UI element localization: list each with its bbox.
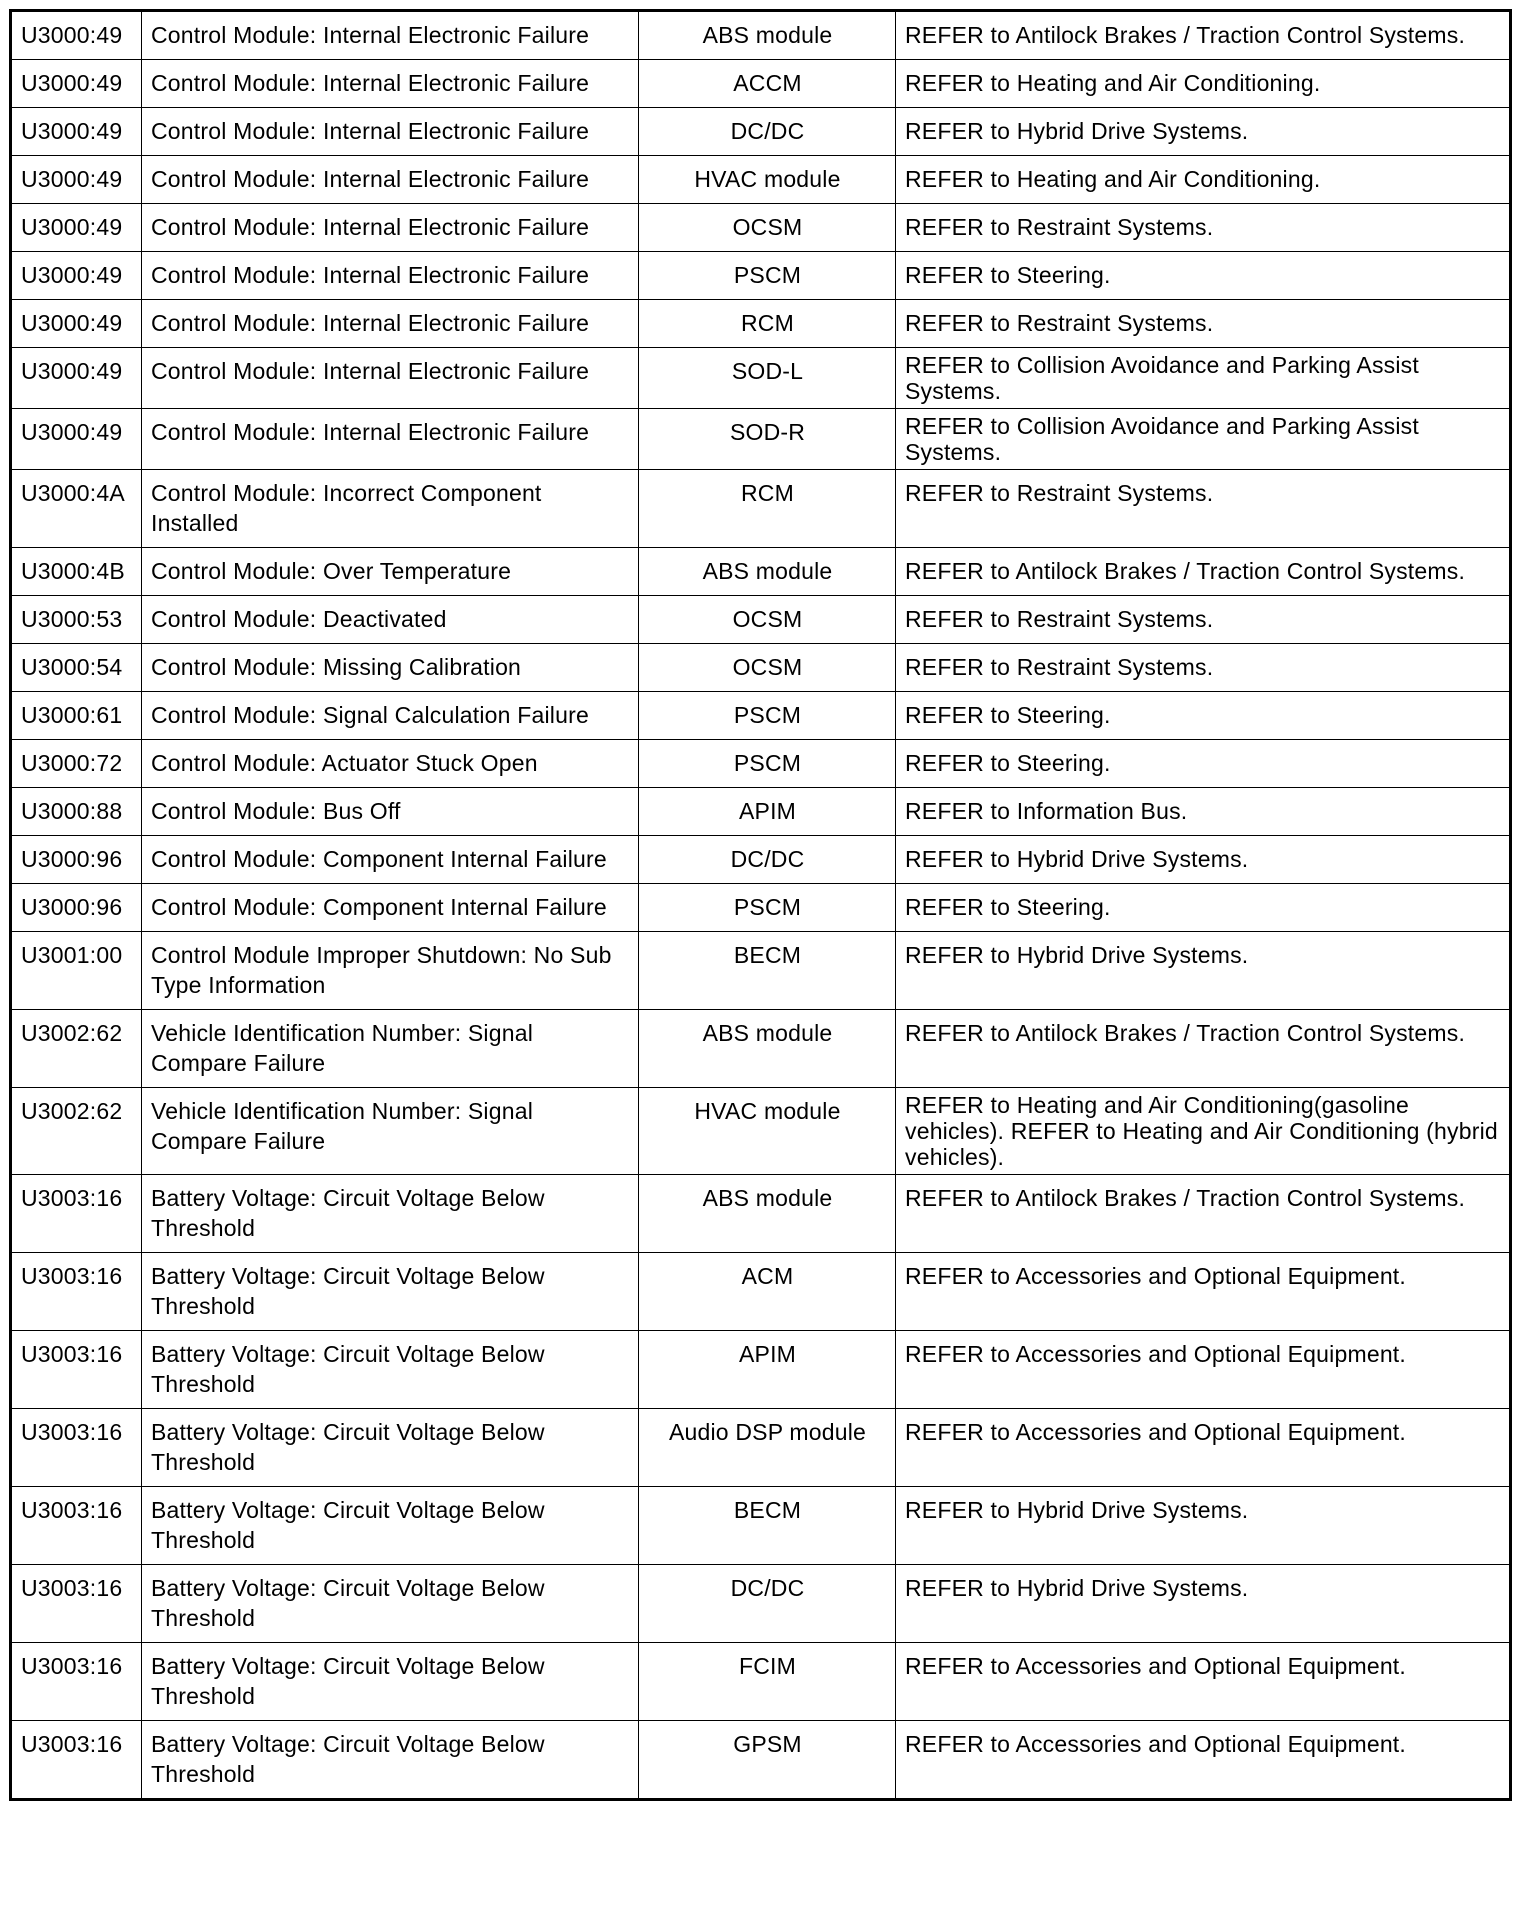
action-cell: REFER to Heating and Air Conditioning(gasoline vehicles). REFER to Heating and Air Conditioning (hybrid vehicles). — [896, 1088, 1511, 1175]
action-cell: REFER to Accessories and Optional Equipment. — [896, 1721, 1511, 1800]
description-cell: Vehicle Identification Number: Signal Compare Failure — [142, 1088, 639, 1175]
description-cell: Control Module: Missing Calibration — [142, 644, 639, 692]
module-cell: PSCM — [639, 740, 896, 788]
action-cell: REFER to Hybrid Drive Systems. — [896, 108, 1511, 156]
dtc-code-cell: U3003:16 — [11, 1331, 142, 1409]
action-cell: REFER to Steering. — [896, 740, 1511, 788]
module-cell: DC/DC — [639, 836, 896, 884]
dtc-code-cell: U3003:16 — [11, 1487, 142, 1565]
table-row — [11, 596, 1511, 644]
table-row — [11, 409, 1511, 470]
table-row — [11, 11, 1511, 60]
action-cell: REFER to Antilock Brakes / Traction Control Systems. — [896, 1175, 1511, 1253]
table-row — [11, 1253, 1511, 1331]
table-row — [11, 1565, 1511, 1643]
dtc-code-cell: U3000:61 — [11, 692, 142, 740]
action-cell: REFER to Restraint Systems. — [896, 300, 1511, 348]
dtc-code-cell: U3000:49 — [11, 204, 142, 252]
module-cell: HVAC module — [639, 1088, 896, 1175]
dtc-code-cell: U3000:96 — [11, 884, 142, 932]
table-row — [11, 932, 1511, 1010]
description-cell: Control Module: Over Temperature — [142, 548, 639, 596]
module-cell: OCSM — [639, 204, 896, 252]
description-cell: Control Module: Internal Electronic Failure — [142, 11, 639, 60]
action-cell: REFER to Antilock Brakes / Traction Control Systems. — [896, 1010, 1511, 1088]
dtc-code-cell: U3000:53 — [11, 596, 142, 644]
module-cell: PSCM — [639, 692, 896, 740]
module-cell: FCIM — [639, 1643, 896, 1721]
table-row — [11, 156, 1511, 204]
dtc-code-cell: U3003:16 — [11, 1565, 142, 1643]
dtc-code-cell: U3002:62 — [11, 1010, 142, 1088]
table-row — [11, 204, 1511, 252]
dtc-code-cell: U3000:96 — [11, 836, 142, 884]
action-cell: REFER to Accessories and Optional Equipment. — [896, 1253, 1511, 1331]
module-cell: DC/DC — [639, 1565, 896, 1643]
action-cell: REFER to Steering. — [896, 884, 1511, 932]
module-cell: PSCM — [639, 884, 896, 932]
table-row — [11, 252, 1511, 300]
table-row — [11, 788, 1511, 836]
module-cell: DC/DC — [639, 108, 896, 156]
table-row — [11, 60, 1511, 108]
module-cell: APIM — [639, 788, 896, 836]
description-cell: Control Module: Internal Electronic Failure — [142, 348, 639, 409]
action-cell: REFER to Accessories and Optional Equipment. — [896, 1331, 1511, 1409]
dtc-code-cell: U3000:49 — [11, 348, 142, 409]
module-cell: ABS module — [639, 1010, 896, 1088]
action-cell: REFER to Hybrid Drive Systems. — [896, 932, 1511, 1010]
module-cell: ACCM — [639, 60, 896, 108]
table-row — [11, 1721, 1511, 1800]
description-cell: Control Module: Internal Electronic Failure — [142, 108, 639, 156]
action-cell: REFER to Heating and Air Conditioning. — [896, 156, 1511, 204]
action-cell: REFER to Steering. — [896, 252, 1511, 300]
module-cell: SOD-L — [639, 348, 896, 409]
table-row — [11, 470, 1511, 548]
action-cell: REFER to Heating and Air Conditioning. — [896, 60, 1511, 108]
table-row — [11, 1409, 1511, 1487]
dtc-code-cell: U3000:4B — [11, 548, 142, 596]
description-cell: Control Module: Signal Calculation Failure — [142, 692, 639, 740]
module-cell: RCM — [639, 300, 896, 348]
table-row — [11, 740, 1511, 788]
action-cell: REFER to Hybrid Drive Systems. — [896, 1487, 1511, 1565]
action-cell: REFER to Accessories and Optional Equipment. — [896, 1409, 1511, 1487]
module-cell: RCM — [639, 470, 896, 548]
dtc-table-body — [11, 11, 1511, 1800]
description-cell: Control Module Improper Shutdown: No Sub Type Information — [142, 932, 639, 1010]
dtc-code-cell: U3000:49 — [11, 409, 142, 470]
dtc-code-cell: U3002:62 — [11, 1088, 142, 1175]
table-row — [11, 1643, 1511, 1721]
table-row — [11, 836, 1511, 884]
table-row — [11, 1331, 1511, 1409]
table-row — [11, 1010, 1511, 1088]
description-cell: Control Module: Internal Electronic Failure — [142, 204, 639, 252]
dtc-code-cell: U3000:88 — [11, 788, 142, 836]
description-cell: Battery Voltage: Circuit Voltage Below Threshold — [142, 1175, 639, 1253]
description-cell: Battery Voltage: Circuit Voltage Below Threshold — [142, 1565, 639, 1643]
dtc-code-cell: U3003:16 — [11, 1175, 142, 1253]
dtc-table — [9, 9, 1512, 1801]
description-cell: Battery Voltage: Circuit Voltage Below Threshold — [142, 1409, 639, 1487]
module-cell: ABS module — [639, 548, 896, 596]
module-cell: ABS module — [639, 1175, 896, 1253]
description-cell: Battery Voltage: Circuit Voltage Below Threshold — [142, 1643, 639, 1721]
dtc-code-cell: U3000:49 — [11, 60, 142, 108]
description-cell: Control Module: Internal Electronic Failure — [142, 60, 639, 108]
dtc-code-cell: U3003:16 — [11, 1721, 142, 1800]
action-cell: REFER to Collision Avoidance and Parking Assist Systems. — [896, 348, 1511, 409]
action-cell: REFER to Restraint Systems. — [896, 470, 1511, 548]
description-cell: Control Module: Component Internal Failure — [142, 884, 639, 932]
action-cell: REFER to Antilock Brakes / Traction Control Systems. — [896, 11, 1511, 60]
action-cell: REFER to Restraint Systems. — [896, 596, 1511, 644]
table-row — [11, 548, 1511, 596]
description-cell: Battery Voltage: Circuit Voltage Below Threshold — [142, 1253, 639, 1331]
action-cell: REFER to Restraint Systems. — [896, 644, 1511, 692]
description-cell: Control Module: Deactivated — [142, 596, 639, 644]
dtc-code-cell: U3000:49 — [11, 156, 142, 204]
module-cell: Audio DSP module — [639, 1409, 896, 1487]
action-cell: REFER to Collision Avoidance and Parking Assist Systems. — [896, 409, 1511, 470]
description-cell: Battery Voltage: Circuit Voltage Below Threshold — [142, 1487, 639, 1565]
module-cell: BECM — [639, 932, 896, 1010]
table-row — [11, 692, 1511, 740]
action-cell: REFER to Hybrid Drive Systems. — [896, 836, 1511, 884]
table-row — [11, 300, 1511, 348]
description-cell: Control Module: Component Internal Failure — [142, 836, 639, 884]
dtc-code-cell: U3003:16 — [11, 1253, 142, 1331]
dtc-code-cell: U3000:49 — [11, 300, 142, 348]
table-row — [11, 1487, 1511, 1565]
module-cell: OCSM — [639, 596, 896, 644]
dtc-code-cell: U3000:49 — [11, 108, 142, 156]
action-cell: REFER to Steering. — [896, 692, 1511, 740]
description-cell: Battery Voltage: Circuit Voltage Below Threshold — [142, 1721, 639, 1800]
description-cell: Control Module: Internal Electronic Failure — [142, 156, 639, 204]
table-row — [11, 108, 1511, 156]
module-cell: ABS module — [639, 11, 896, 60]
table-row — [11, 348, 1511, 409]
description-cell: Control Module: Internal Electronic Failure — [142, 409, 639, 470]
description-cell: Control Module: Internal Electronic Failure — [142, 300, 639, 348]
table-row — [11, 1175, 1511, 1253]
action-cell: REFER to Hybrid Drive Systems. — [896, 1565, 1511, 1643]
description-cell: Control Module: Internal Electronic Failure — [142, 252, 639, 300]
dtc-code-cell: U3001:00 — [11, 932, 142, 1010]
module-cell: APIM — [639, 1331, 896, 1409]
module-cell: BECM — [639, 1487, 896, 1565]
action-cell: REFER to Restraint Systems. — [896, 204, 1511, 252]
module-cell: SOD-R — [639, 409, 896, 470]
dtc-code-cell: U3000:4A — [11, 470, 142, 548]
dtc-code-cell: U3003:16 — [11, 1643, 142, 1721]
description-cell: Battery Voltage: Circuit Voltage Below Threshold — [142, 1331, 639, 1409]
table-row — [11, 884, 1511, 932]
table-row — [11, 644, 1511, 692]
description-cell: Control Module: Incorrect Component Installed — [142, 470, 639, 548]
module-cell: HVAC module — [639, 156, 896, 204]
dtc-code-cell: U3003:16 — [11, 1409, 142, 1487]
description-cell: Vehicle Identification Number: Signal Compare Failure — [142, 1010, 639, 1088]
module-cell: OCSM — [639, 644, 896, 692]
dtc-code-cell: U3000:72 — [11, 740, 142, 788]
dtc-code-cell: U3000:54 — [11, 644, 142, 692]
table-row — [11, 1088, 1511, 1175]
action-cell: REFER to Accessories and Optional Equipment. — [896, 1643, 1511, 1721]
module-cell: GPSM — [639, 1721, 896, 1800]
dtc-code-cell: U3000:49 — [11, 252, 142, 300]
description-cell: Control Module: Actuator Stuck Open — [142, 740, 639, 788]
dtc-code-cell: U3000:49 — [11, 11, 142, 60]
module-cell: PSCM — [639, 252, 896, 300]
module-cell: ACM — [639, 1253, 896, 1331]
description-cell: Control Module: Bus Off — [142, 788, 639, 836]
action-cell: REFER to Information Bus. — [896, 788, 1511, 836]
action-cell: REFER to Antilock Brakes / Traction Control Systems. — [896, 548, 1511, 596]
